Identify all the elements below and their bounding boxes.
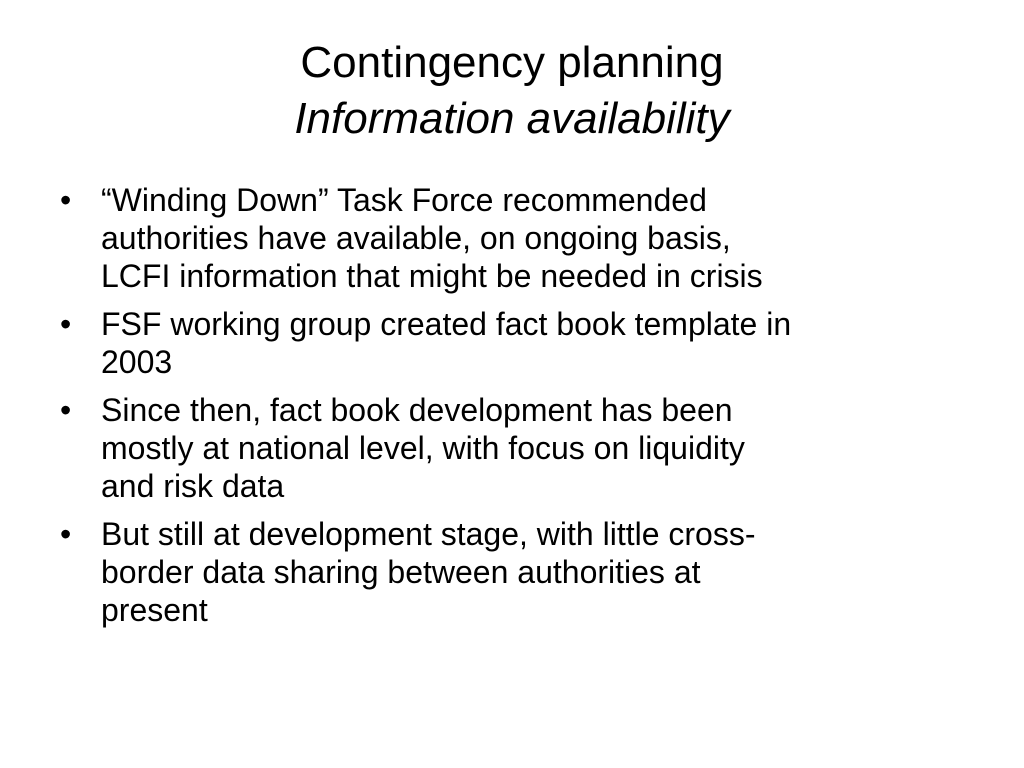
bullet-icon: • <box>60 392 72 428</box>
bullet-item-fsf-template <box>60 305 980 381</box>
bullet-line: border data sharing between authorities at <box>101 554 701 590</box>
bullet-line: present <box>101 592 208 628</box>
bullet-line: authorities have available, on ongoing basis, <box>101 220 731 256</box>
bullet-icon: • <box>60 306 72 342</box>
bullet-list <box>60 181 980 639</box>
bullet-line: FSF working group created fact book template in <box>101 306 792 342</box>
slide-subtitle: Information availability <box>294 94 730 143</box>
bullet-item-task-force <box>60 181 980 295</box>
bullet-line: Since then, fact book development has been <box>101 392 733 428</box>
bullet-line: 2003 <box>101 344 173 380</box>
bullet-item-national-level <box>60 391 980 505</box>
bullet-icon: • <box>60 182 72 218</box>
slide-title-block <box>0 35 1024 147</box>
bullet-line: But still at development stage, with little cross- <box>101 516 756 552</box>
bullet-item-development-stage <box>60 515 980 629</box>
bullet-line: mostly at national level, with focus on liquidity <box>101 430 745 466</box>
bullet-line: LCFI information that might be needed in crisis <box>101 258 763 294</box>
slide-title: Contingency planning <box>300 38 724 87</box>
bullet-line: “Winding Down” Task Force recommended <box>101 182 707 218</box>
bullet-icon: • <box>60 516 72 552</box>
bullet-line: and risk data <box>101 468 285 504</box>
